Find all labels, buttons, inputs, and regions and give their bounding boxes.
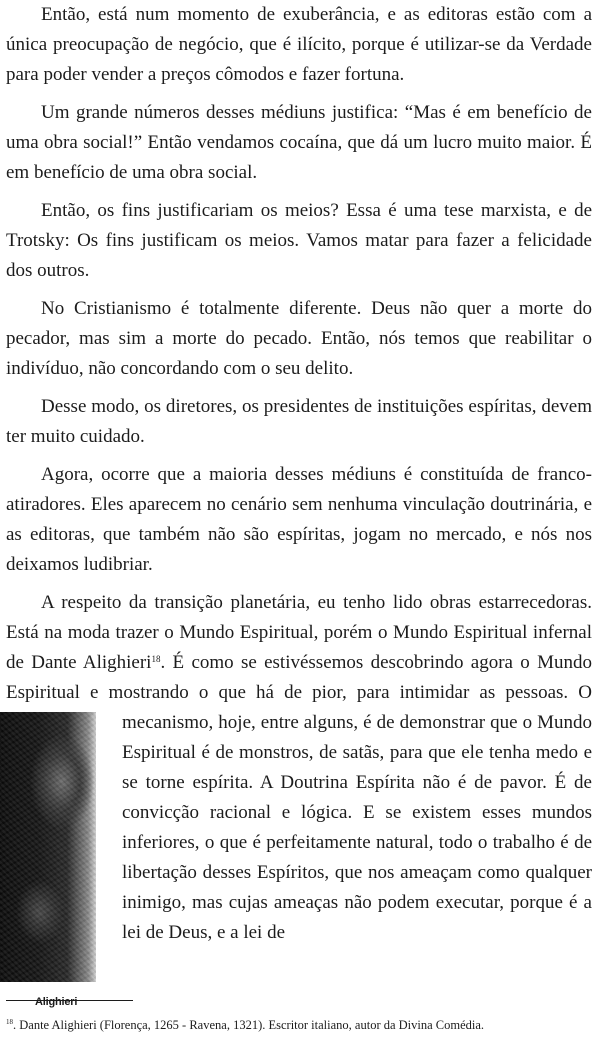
paragraph: Um grande números desses médiuns justifica: “Mas é em benefício de uma obra social!” Então vendamos cocaína, que dá um lucro muito maior. É em benefício de uma obra social. (6, 102, 592, 183)
paragraph: Então, os fins justificariam os meios? Essa é uma tese marxista, e de Trotsky: Os fins justificam os meios. Vamos matar para fazer a felicidade dos outros. (6, 200, 592, 281)
paragraph: Desse modo, os diretores, os presidentes de instituições espíritas, devem ter muito cuidado. (6, 396, 592, 447)
portrait-figure (0, 712, 110, 1025)
body-text (6, 0, 592, 1025)
paragraph-text-start: A respeito da transição planetária, eu tenho lido obras estarrecedoras. Está na moda trazer o Mundo Espiritual, porém o Mundo Espiritual infernal de Dante Alighieri (6, 592, 592, 673)
footnote-mark: 18 (6, 1018, 13, 1026)
portrait-texture (0, 712, 96, 982)
paragraph-text-end: . É como se estivéssemos descobrindo agora o Mundo Espiritual e mostrando o que há de pior, para intimidar as pessoas. O mecanismo, hoje, entre alguns, é de demonstrar que o Mundo Espiritual é de monstros, de satãs, para que ele tenha medo e se torne espírita. A Doutrina Espírita não é de pavor. É de convicção racional e lógica. E se existem esses mundos inferiores, o que é perfeitamente natural, todo o trabalho é de libertação desses Espíritos, que nos ameaçam como qualquer inimigo, mas cujas ameaças não podem executar, porque é a lei de Deus, e a lei de (6, 652, 592, 943)
paragraph: Agora, ocorre que a maioria desses médiuns é constituída de franco-atiradores. Eles aparecem no cenário sem nenhuma vinculação doutrinária, e as editoras, que também não são espíritas, jogam no mercado, e nós nos deixamos ludibriar. (6, 464, 592, 575)
footnote (6, 1016, 598, 1034)
footnote-text: . Dante Alighieri (Florença, 1265 - Ravena, 1321). Escritor italiano, autor da Divina Comédia. (13, 1018, 485, 1032)
paragraph: Então, está num momento de exuberância, e as editoras estão com a única preocupação de negócio, que é ilícito, porque é utilizar-se da Verdade para poder vender a preços cômodos e fazer fortuna. (6, 4, 592, 85)
figure-caption: Alighieri (35, 996, 78, 1008)
paragraph: No Cristianismo é totalmente diferente. Deus não quer a morte do pecador, mas sim a morte do pecado. Então, nós temos que reabilitar o indivíduo, não concordando com o seu delito. (6, 298, 592, 379)
footnote-divider (6, 1000, 133, 1001)
footnote-reference: 18 (151, 654, 161, 664)
paragraph-with-figure (6, 588, 592, 1008)
